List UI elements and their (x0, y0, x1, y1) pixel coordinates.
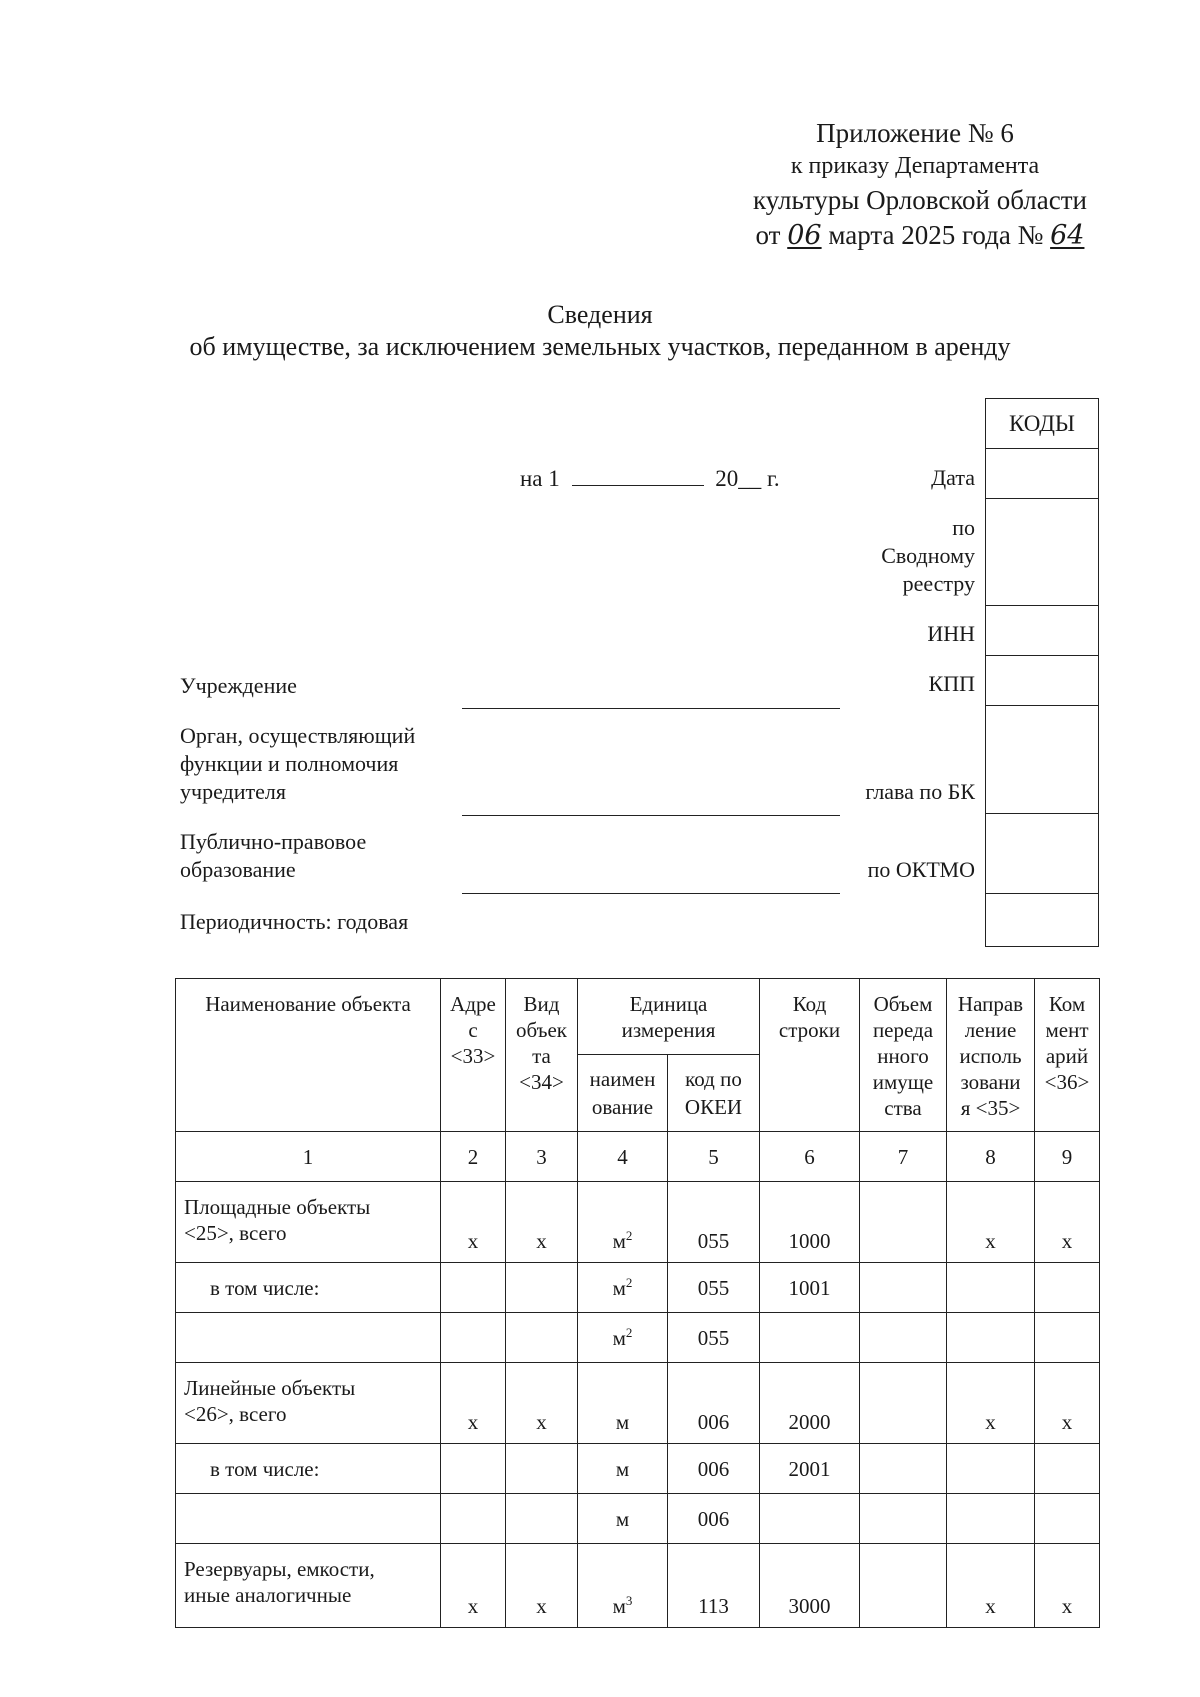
direction-cell: х (947, 1363, 1035, 1444)
table-row (176, 1313, 1100, 1363)
comment-cell (1035, 1263, 1100, 1313)
unit-cell: м (578, 1444, 668, 1494)
code-cell-inn (986, 606, 1098, 656)
label-date: Дата (931, 465, 975, 490)
comment-cell: х (1035, 1544, 1100, 1628)
line-code-cell: 1000 (760, 1182, 860, 1263)
object-name-cell (176, 1494, 441, 1544)
okei-cell: 055 (668, 1263, 760, 1313)
object-name-cell (176, 1313, 441, 1363)
code-cell-oktmo (986, 814, 1098, 894)
column-number: 8 (947, 1132, 1035, 1182)
header-unit-code: код по ОКЕИ (668, 1055, 760, 1132)
report-date-prefix: на 1 (520, 466, 560, 491)
label-kpp: КПП (928, 671, 975, 696)
unit-cell: $м^2$ (578, 1263, 668, 1313)
address-cell (441, 1263, 506, 1313)
label-public-1: Публично-правовое (180, 829, 367, 854)
comment-cell: х (1035, 1182, 1100, 1263)
header-unit: Единица измерения (578, 979, 760, 1055)
public-field-line (462, 893, 840, 894)
date-day-handwritten: 06 (787, 220, 822, 251)
header-address: Адре с <33> (441, 979, 506, 1132)
direction-cell (947, 1494, 1035, 1544)
volume-cell (860, 1494, 947, 1544)
date-middle: марта 2025 года № (828, 220, 1044, 250)
order-number-handwritten: 64 (1050, 220, 1085, 251)
okei-cell: 006 (668, 1444, 760, 1494)
type-cell (506, 1263, 578, 1313)
label-public-2: образование (180, 857, 296, 882)
label-organ-1: Орган, осуществляющий (180, 723, 416, 748)
object-name-cell: в том числе: (176, 1444, 441, 1494)
volume-cell (860, 1444, 947, 1494)
line-code-cell: 3000 (760, 1544, 860, 1628)
institution-field-line (462, 708, 840, 709)
codes-header: КОДЫ (986, 399, 1098, 449)
okei-cell: 055 (668, 1182, 760, 1263)
direction-cell (947, 1263, 1035, 1313)
address-cell: х (441, 1363, 506, 1444)
report-date-blank (572, 466, 704, 486)
header-volume: Объем переда нного имуще ства (860, 979, 947, 1132)
line-code-cell (760, 1494, 860, 1544)
code-cell-bk (986, 706, 1098, 814)
address-cell (441, 1494, 506, 1544)
label-periodicity: Периодичность: годовая (180, 909, 409, 934)
okei-cell: 006 (668, 1363, 760, 1444)
type-cell (506, 1313, 578, 1363)
column-number: 9 (1035, 1132, 1100, 1182)
line-code-cell (760, 1313, 860, 1363)
direction-cell (947, 1313, 1035, 1363)
okei-cell: 006 (668, 1494, 760, 1544)
object-name-cell: Резервуары, емкости, иные аналогичные (176, 1544, 441, 1628)
unit-cell: м (578, 1494, 668, 1544)
volume-cell (860, 1363, 947, 1444)
table-header-row-1 (176, 979, 1100, 1055)
type-cell: х (506, 1363, 578, 1444)
address-cell: х (441, 1544, 506, 1628)
column-numbers-row (176, 1132, 1100, 1182)
column-number: 2 (441, 1132, 506, 1182)
comment-cell (1035, 1494, 1100, 1544)
direction-cell: х (947, 1182, 1035, 1263)
column-number: 5 (668, 1132, 760, 1182)
unit-cell: $м^3$ (578, 1544, 668, 1628)
code-cell-registry (986, 499, 1098, 606)
report-date-suffix: 20__ г. (715, 466, 780, 491)
table-row (176, 1263, 1100, 1313)
document-subtitle: об имуществе, за исключением земельных участков, переданном в аренду (189, 332, 1011, 361)
volume-cell (860, 1182, 947, 1263)
address-cell: х (441, 1182, 506, 1263)
date-prefix: от (755, 220, 781, 250)
header-unit-name: наимен ование (578, 1055, 668, 1132)
appendix-date-line (740, 220, 1100, 251)
table-row (176, 1363, 1100, 1444)
appendix-order-line: к приказу Департамента (790, 153, 1040, 179)
unit-cell: м (578, 1363, 668, 1444)
table-row (176, 1182, 1100, 1263)
code-cell-date (986, 449, 1098, 499)
appendix-title: Приложение № 6 (816, 118, 1014, 148)
label-oktmo: по ОКТМО (867, 857, 975, 882)
direction-cell: х (947, 1544, 1035, 1628)
volume-cell (860, 1544, 947, 1628)
organ-field-line (462, 815, 840, 816)
address-cell (441, 1444, 506, 1494)
object-name-cell: в том числе: (176, 1263, 441, 1313)
line-code-cell: 2000 (760, 1363, 860, 1444)
code-cell-periodicity (986, 894, 1098, 946)
object-name-cell: Линейные объекты <26>, всего (176, 1363, 441, 1444)
header-line-code: Код строки (760, 979, 860, 1132)
table-row (176, 1444, 1100, 1494)
column-number: 1 (176, 1132, 441, 1182)
header-name: Наименование объекта (176, 979, 441, 1132)
okei-cell: 113 (668, 1544, 760, 1628)
type-cell (506, 1444, 578, 1494)
okei-cell: 055 (668, 1313, 760, 1363)
label-organ-3: учредителя (180, 779, 286, 804)
object-name-cell: Площадные объекты <25>, всего (176, 1182, 441, 1263)
header-direction: Направ ление исполь зовани я <35> (947, 979, 1035, 1132)
column-number: 4 (578, 1132, 668, 1182)
label-registry-3: реестру (902, 571, 975, 596)
volume-cell (860, 1313, 947, 1363)
comment-cell (1035, 1444, 1100, 1494)
label-registry-1: по (952, 515, 975, 540)
table-row (176, 1494, 1100, 1544)
code-cell-kpp (986, 656, 1098, 706)
label-bk: глава по БК (865, 779, 975, 804)
line-code-cell: 1001 (760, 1263, 860, 1313)
report-date-line (520, 465, 780, 493)
header-type: Вид объек та <34> (506, 979, 578, 1132)
property-table (175, 978, 1100, 1628)
label-institution: Учреждение (180, 673, 297, 698)
codes-column (985, 398, 1099, 947)
column-number: 7 (860, 1132, 947, 1182)
type-cell (506, 1494, 578, 1544)
document-title: Сведения (547, 300, 653, 329)
type-cell: х (506, 1544, 578, 1628)
table-row (176, 1544, 1100, 1628)
type-cell: х (506, 1182, 578, 1263)
appendix-department-line: культуры Орловской области (752, 185, 1088, 215)
header-comment: Ком мент арий <36> (1035, 979, 1100, 1132)
direction-cell (947, 1444, 1035, 1494)
comment-cell: х (1035, 1363, 1100, 1444)
label-registry-2: Сводному (881, 543, 975, 568)
column-number: 6 (760, 1132, 860, 1182)
address-cell (441, 1313, 506, 1363)
unit-cell: $м^2$ (578, 1313, 668, 1363)
volume-cell (860, 1263, 947, 1313)
label-organ-2: функции и полномочия (180, 751, 399, 776)
comment-cell (1035, 1313, 1100, 1363)
unit-cell: $м^2$ (578, 1182, 668, 1263)
column-number: 3 (506, 1132, 578, 1182)
line-code-cell: 2001 (760, 1444, 860, 1494)
label-inn: ИНН (927, 621, 975, 646)
